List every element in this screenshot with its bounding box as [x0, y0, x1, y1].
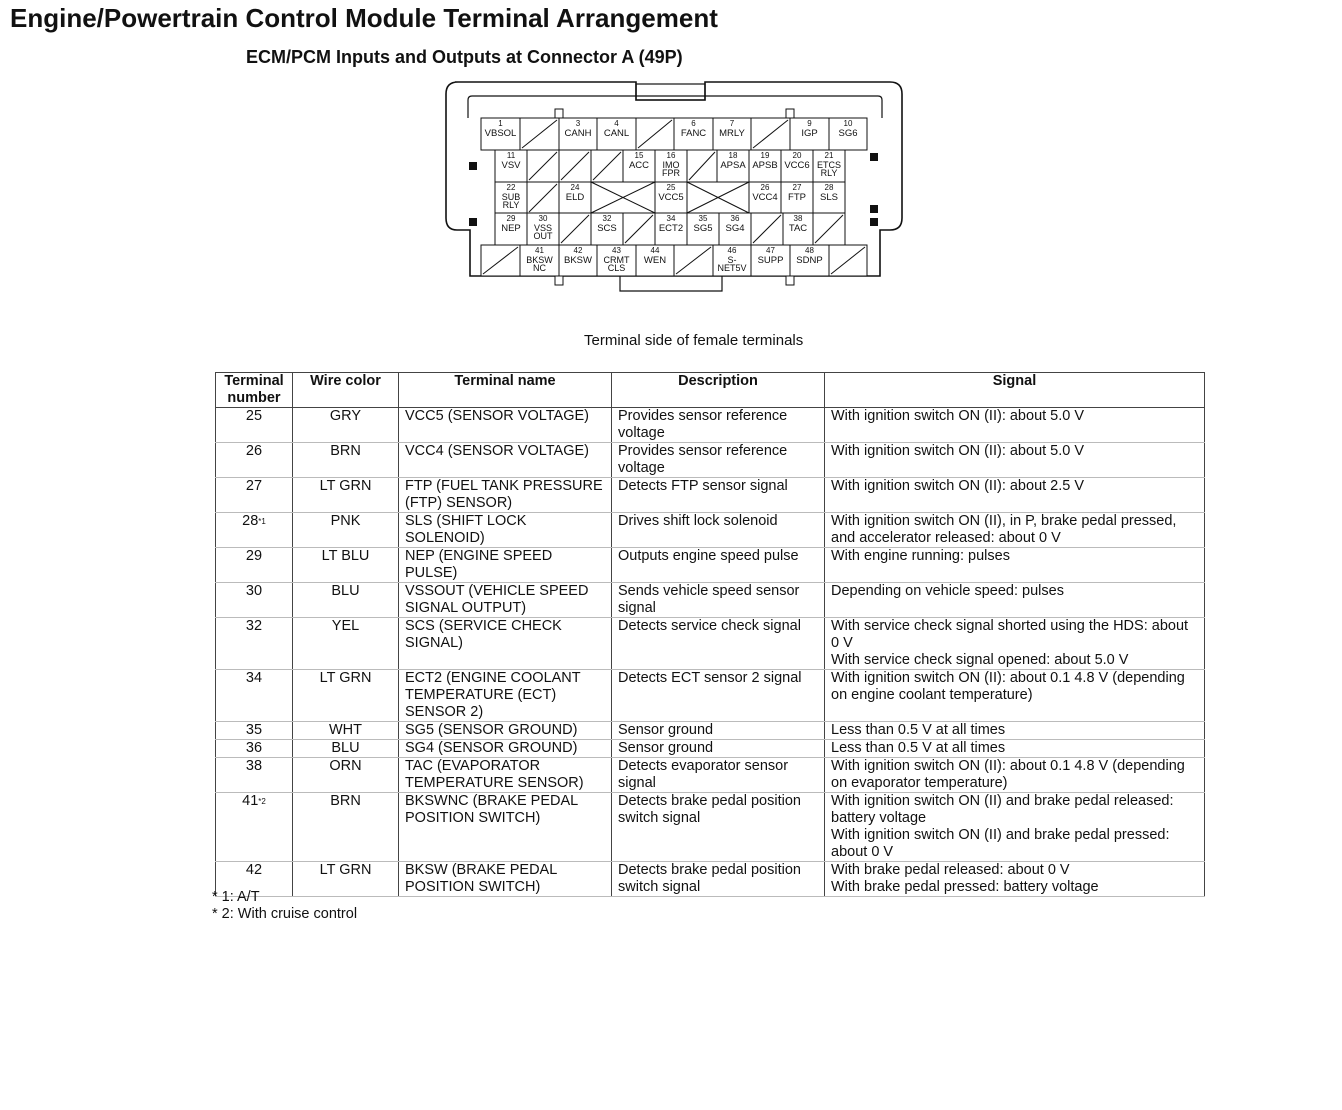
connector-blank-cell: [527, 150, 559, 182]
terminal-number: 42: [573, 246, 583, 255]
terminal-number: 7: [729, 119, 735, 128]
cell-terminal-number: 26: [216, 443, 293, 478]
table-row: [216, 408, 1205, 443]
terminal-number: 10: [843, 119, 853, 128]
terminal-number: 35: [698, 214, 708, 223]
cell-terminal-name: SG5 (SENSOR GROUND): [399, 722, 612, 740]
connector-terminal-43: [597, 245, 636, 276]
table-row: [216, 478, 1205, 513]
terminal-label: BKSW: [564, 255, 592, 266]
cell-terminal-number: 28$^{*1}$: [216, 513, 293, 548]
terminal-label: VSV: [501, 160, 521, 171]
terminal-label: CRMT: [603, 255, 630, 265]
terminal-label: ECT2: [658, 223, 684, 234]
cell-wire-color: BRN: [293, 793, 399, 862]
cell-description: Detects evaporator sensor signal: [612, 758, 825, 793]
terminal-label: FTP: [788, 192, 806, 203]
footnote: * 1: A/T: [212, 889, 260, 905]
cell-wire-color: LT GRN: [293, 478, 399, 513]
cell-description: Detects FTP sensor signal: [612, 478, 825, 513]
terminal-label: IMO: [662, 160, 680, 170]
page-title: Engine/Powertrain Control Module Terminal Arrangement: [10, 3, 718, 33]
connector-terminal-24: [559, 182, 591, 214]
table-row: [216, 670, 1205, 722]
latch-mark: [469, 218, 477, 226]
cell-description: Detects brake pedal position switch signal: [612, 862, 825, 897]
cell-terminal-name: VCC4 (SENSOR VOLTAGE): [399, 443, 612, 478]
connector-terminal-47: [751, 245, 790, 276]
terminal-label: VCC5: [658, 192, 684, 203]
connector-blank-cell: [559, 213, 591, 245]
connector-terminal-4: [597, 118, 636, 150]
terminal-label: MRLY: [719, 128, 745, 139]
connector-blank-block: [687, 182, 749, 213]
latch-mark: [870, 153, 878, 161]
terminal-label: VCC4: [752, 192, 778, 203]
connector-blank-cell: [687, 150, 717, 182]
table-row: [216, 513, 1205, 548]
cell-wire-color: WHT: [293, 722, 399, 740]
table-row: [216, 758, 1205, 793]
cell-terminal-number: 32: [216, 618, 293, 670]
connector-blank-cell: [527, 182, 559, 214]
cell-wire-color: GRY: [293, 408, 399, 443]
connector-blank-block: [591, 182, 655, 213]
cell-wire-color: ORN: [293, 758, 399, 793]
connector-terminal-26: [749, 182, 781, 214]
cell-terminal-number: 42: [216, 862, 293, 897]
connector-terminal-30: [527, 213, 559, 245]
connector-terminal-22: [495, 182, 527, 214]
terminal-label: WEN: [643, 255, 667, 266]
cell-terminal-number: 25: [216, 408, 293, 443]
terminal-label: RLY: [502, 200, 520, 210]
cell-terminal-name: NEP (ENGINE SPEED PULSE): [399, 548, 612, 583]
connector-terminal-11: [495, 150, 527, 182]
terminal-number: 11: [506, 151, 516, 160]
table-header-row: [216, 373, 1205, 408]
cell-terminal-name: BKSW (BRAKE PEDAL POSITION SWITCH): [399, 862, 612, 897]
terminal-number: 26: [760, 183, 770, 192]
table-row: [216, 548, 1205, 583]
terminal-number: 20: [792, 151, 802, 160]
terminal-table: [215, 372, 1205, 897]
cell-wire-color: YEL: [293, 618, 399, 670]
connector-terminal-46: [713, 245, 751, 276]
terminal-number: 43: [612, 246, 621, 255]
footnote: * 2: With cruise control: [212, 906, 358, 922]
cell-description: Sensor ground: [612, 722, 825, 740]
connector-terminal-36: [719, 213, 751, 245]
connector-blank-cell: [829, 245, 867, 276]
cell-signal: With ignition switch ON (II): about 5.0 V: [825, 443, 1205, 478]
cell-description: Provides sensor reference voltage: [612, 443, 825, 478]
connector-terminal-42: [559, 245, 597, 276]
connector-terminal-28: [813, 182, 845, 214]
terminal-number: 30: [538, 214, 548, 223]
latch-mark: [870, 205, 878, 213]
connector-terminal-7: [713, 118, 751, 150]
cell-wire-color: LT GRN: [293, 862, 399, 897]
terminal-label: BKSW: [526, 255, 553, 265]
terminal-number: 27: [792, 183, 802, 192]
terminal-number: 44: [650, 246, 660, 255]
connector-blank-cell: [751, 213, 783, 245]
terminal-label: ELD: [565, 192, 585, 203]
connector-terminal-25: [655, 182, 687, 214]
cell-signal: With engine running: pulses: [825, 548, 1205, 583]
connector-blank-cell: [559, 150, 591, 182]
cell-wire-color: BLU: [293, 740, 399, 758]
terminal-number: 46: [727, 246, 737, 255]
cell-terminal-number: 36: [216, 740, 293, 758]
connector-blank-cell: [751, 118, 790, 150]
cell-signal: With ignition switch ON (II): about 5.0 V: [825, 408, 1205, 443]
terminal-number: 34: [666, 214, 676, 223]
header-description: Description: [612, 373, 825, 408]
terminal-label: TAC: [788, 223, 808, 234]
terminal-label: SUB: [501, 192, 521, 202]
cell-terminal-name: SCS (SERVICE CHECK SIGNAL): [399, 618, 612, 670]
terminal-label: ETCS: [816, 160, 842, 170]
cell-terminal-name: VSSOUT (VEHICLE SPEED SIGNAL OUTPUT): [399, 583, 612, 618]
latch-mark: [870, 218, 878, 226]
terminal-label: NC: [533, 263, 546, 273]
terminal-number: 18: [728, 151, 738, 160]
connector-terminal-44: [636, 245, 674, 276]
cell-signal: With service check signal shorted using the HDS: about 0 V With service check signal opened: about 5.0 V: [825, 618, 1205, 670]
terminal-label: S-: [727, 255, 737, 265]
footnote-marker: *2: [258, 797, 266, 806]
terminal-number: 21: [824, 151, 834, 160]
connector-terminal-21: [813, 150, 845, 182]
page-subtitle: ECM/PCM Inputs and Outputs at Connector A (49P): [246, 47, 683, 67]
header-wire-color: Wire color: [293, 373, 399, 408]
terminal-number: 38: [793, 214, 803, 223]
terminal-label: FANC: [680, 128, 707, 139]
cell-terminal-number: 30: [216, 583, 293, 618]
connector-terminal-16: [655, 150, 687, 182]
cell-terminal-name: ECT2 (ENGINE COOLANT TEMPERATURE (ECT) SENSOR 2): [399, 670, 612, 722]
terminal-label: NEP: [501, 223, 521, 234]
terminal-number: 36: [730, 214, 740, 223]
terminal-number: 19: [760, 151, 770, 160]
cell-signal: Less than 0.5 V at all times: [825, 722, 1205, 740]
terminal-number: 29: [506, 214, 516, 223]
terminal-label: SUPP: [757, 255, 784, 266]
terminal-number: 15: [634, 151, 644, 160]
terminal-label: CANH: [564, 128, 592, 139]
table-row: [216, 793, 1205, 862]
terminal-label: VSS: [533, 223, 553, 233]
cell-wire-color: BRN: [293, 443, 399, 478]
cell-terminal-number: 41$^{*2}$: [216, 793, 293, 862]
connector-blank-cell: [813, 213, 845, 245]
cell-description: Detects service check signal: [612, 618, 825, 670]
terminal-label: APSB: [752, 160, 778, 171]
table-row: [216, 740, 1205, 758]
terminal-number: 41: [535, 246, 544, 255]
cell-wire-color: LT GRN: [293, 670, 399, 722]
terminal-label: FPR: [662, 168, 680, 178]
cell-signal: With ignition switch ON (II): about 2.5 V: [825, 478, 1205, 513]
cell-description: Sends vehicle speed sensor signal: [612, 583, 825, 618]
table-row: [216, 862, 1205, 897]
header-terminal-name: Terminal name: [399, 373, 612, 408]
connector-terminal-18: [717, 150, 749, 182]
cell-terminal-number: 34: [216, 670, 293, 722]
footnote-marker: *1: [258, 517, 266, 526]
connector-terminal-15: [623, 150, 655, 182]
header-terminal-number: Terminal number: [216, 373, 293, 408]
terminal-number: 4: [614, 119, 619, 128]
terminal-number: 24: [570, 183, 580, 192]
terminal-number: 47: [766, 246, 775, 255]
connector-terminal-27: [781, 182, 813, 214]
table-row: [216, 583, 1205, 618]
terminal-label: NET5V: [717, 263, 747, 273]
cell-description: Detects ECT sensor 2 signal: [612, 670, 825, 722]
cell-terminal-name: SLS (SHIFT LOCK SOLENOID): [399, 513, 612, 548]
connector-terminal-19: [749, 150, 781, 182]
terminal-number: 48: [805, 246, 814, 255]
table-row: [216, 443, 1205, 478]
cell-terminal-number: 35: [216, 722, 293, 740]
terminal-number: 16: [666, 151, 676, 160]
terminal-label: APSA: [720, 160, 746, 171]
cell-wire-color: BLU: [293, 583, 399, 618]
terminal-number: 3: [575, 119, 581, 128]
terminal-number: 22: [506, 183, 516, 192]
terminal-label: OUT: [533, 231, 553, 241]
cell-signal: With ignition switch ON (II), in P, brake pedal pressed, and accelerator released: about 0 V: [825, 513, 1205, 548]
connector-terminal-6: [674, 118, 713, 150]
connector-terminal-38: [783, 213, 813, 245]
connector-terminal-41: [520, 245, 559, 276]
cell-description: Provides sensor reference voltage: [612, 408, 825, 443]
cell-terminal-name: FTP (FUEL TANK PRESSURE (FTP) SENSOR): [399, 478, 612, 513]
cell-terminal-number: 38: [216, 758, 293, 793]
connector-blank-cell: [591, 150, 623, 182]
latch-mark: [469, 162, 477, 170]
connector-blank-cell: [623, 213, 655, 245]
connector-terminal-3: [559, 118, 597, 150]
terminal-label: CLS: [607, 263, 626, 273]
cell-wire-color: LT BLU: [293, 548, 399, 583]
cell-signal: With ignition switch ON (II): about 0.1 4.8 V (depending on engine coolant temperature): [825, 670, 1205, 722]
terminal-label: VCC6: [784, 160, 810, 171]
terminal-label: CANL: [603, 128, 630, 139]
cell-signal: With ignition switch ON (II): about 0.1 4.8 V (depending on evaporator temperature): [825, 758, 1205, 793]
cell-terminal-number: 27: [216, 478, 293, 513]
connector-blank-cell: [481, 245, 520, 276]
cell-description: Detects brake pedal position switch signal: [612, 793, 825, 862]
cell-terminal-name: VCC5 (SENSOR VOLTAGE): [399, 408, 612, 443]
connector-blank-cell: [520, 118, 559, 150]
table-row: [216, 618, 1205, 670]
footnotes: [212, 889, 357, 923]
connector-terminal-34: [655, 213, 687, 245]
connector-blank-cell: [636, 118, 674, 150]
cell-description: Drives shift lock solenoid: [612, 513, 825, 548]
terminal-label: SDNP: [796, 255, 823, 266]
connector-blank-cell: [674, 245, 713, 276]
terminal-label: SG6: [838, 128, 858, 139]
terminal-number: 28: [824, 183, 834, 192]
table-row: [216, 722, 1205, 740]
terminal-label: RLY: [820, 168, 838, 178]
cell-terminal-name: BKSWNC (BRAKE PEDAL POSITION SWITCH): [399, 793, 612, 862]
cell-signal: With ignition switch ON (II) and brake pedal released: battery voltage With ignition switch ON (II) and brake pedal pressed: about 0 V: [825, 793, 1205, 862]
connector-terminal-32: [591, 213, 623, 245]
connector-terminal-9: [790, 118, 829, 150]
terminal-number: 25: [666, 183, 676, 192]
cell-description: Sensor ground: [612, 740, 825, 758]
cell-signal: Less than 0.5 V at all times: [825, 740, 1205, 758]
cell-terminal-number: 29: [216, 548, 293, 583]
connector-terminal-1: [481, 118, 520, 150]
terminal-number: 6: [691, 119, 696, 128]
terminal-label: IGP: [801, 128, 818, 139]
terminal-number: 32: [602, 214, 612, 223]
cell-terminal-name: SG4 (SENSOR GROUND): [399, 740, 612, 758]
terminal-label: SG5: [693, 223, 713, 234]
header-signal: Signal: [825, 373, 1205, 408]
terminal-label: ACC: [628, 160, 650, 171]
terminal-label: SCS: [597, 223, 617, 234]
diagram-caption: Terminal side of female terminals: [584, 332, 804, 349]
connector-bottom-tab: [620, 276, 722, 291]
connector-terminal-10: [829, 118, 867, 150]
terminal-label: SG4: [725, 223, 745, 234]
connector-terminal-48: [790, 245, 829, 276]
cell-description: Outputs engine speed pulse: [612, 548, 825, 583]
cell-wire-color: PNK: [293, 513, 399, 548]
terminal-label: VBSOL: [484, 128, 517, 139]
cell-signal: With brake pedal released: about 0 V With brake pedal pressed: battery voltage: [825, 862, 1205, 897]
connector-diagram: [0, 0, 1342, 330]
connector-terminal-29: [495, 213, 527, 245]
cell-signal: Depending on vehicle speed: pulses: [825, 583, 1205, 618]
terminal-number: 9: [807, 119, 812, 128]
connector-terminal-20: [781, 150, 813, 182]
terminal-label: SLS: [820, 192, 838, 203]
terminal-number: 1: [498, 119, 503, 128]
connector-terminal-35: [687, 213, 719, 245]
connector-top-tab: [636, 84, 705, 100]
cell-terminal-name: TAC (EVAPORATOR TEMPERATURE SENSOR): [399, 758, 612, 793]
